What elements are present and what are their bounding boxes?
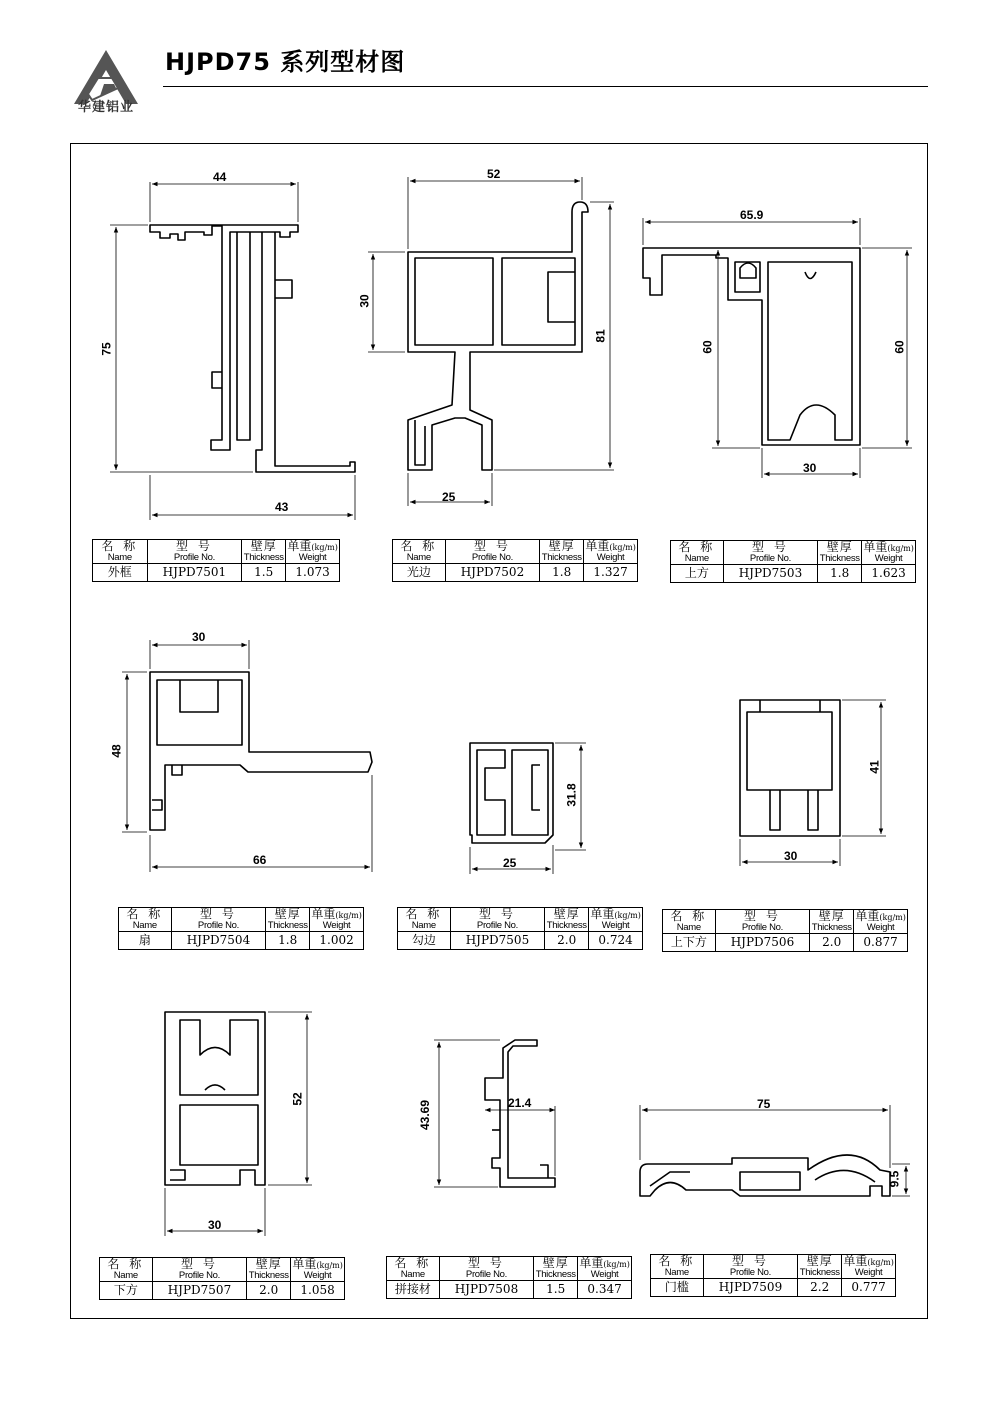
header-thickness: 壁厚 Thickness: [811, 909, 852, 933]
header-name: 名 称 Name: [100, 1258, 153, 1282]
cell-thickness: 1.8: [540, 563, 584, 581]
spec-table: [392, 539, 638, 582]
header-thickness: 壁厚 Thickness: [546, 907, 587, 931]
header-weight: 单重(kg/m) Weight: [590, 907, 641, 931]
cell-weight: 0.724: [589, 931, 643, 949]
header-weight: 单重(kg/m) Weight: [843, 1254, 894, 1278]
profile-hjpd7509-drawing: [640, 1155, 890, 1196]
header-profile: 型 号 Profile No.: [147, 540, 242, 564]
cell-weight: 1.623: [862, 564, 916, 582]
cell-thickness: 2.0: [545, 931, 589, 949]
spec-table: [99, 1257, 345, 1300]
cell-thickness: 1.5: [242, 563, 286, 581]
header-weight: 单重(kg/m) Weight: [855, 909, 906, 933]
header-profile: 型 号 Profile No.: [152, 1258, 247, 1282]
dim-label: 30: [784, 849, 798, 863]
header-weight: 单重(kg/m) Weight: [292, 1257, 343, 1281]
profile-hjpd7501-drawing: [150, 225, 355, 472]
dim-label: 60: [892, 340, 907, 354]
cell-name: 上方: [671, 564, 724, 582]
header-thickness: 壁厚 Thickness: [535, 1256, 576, 1280]
cell-weight: 0.877: [854, 933, 908, 951]
dim-label: 48: [109, 744, 124, 758]
header-weight: 单重(kg/m) Weight: [579, 1256, 630, 1280]
profile-hjpd7504-drawing: [150, 672, 372, 830]
dim-label: 75: [99, 342, 114, 356]
cell-name: 光边: [393, 563, 446, 581]
dim-label: 21.4: [508, 1096, 532, 1110]
header-name: 名 称 Name: [671, 541, 724, 565]
cell-thickness: 1.8: [266, 931, 310, 949]
dim-label: 65.9: [740, 208, 764, 222]
dim-label: 44: [213, 170, 227, 184]
cell-name: 外框: [93, 563, 148, 581]
cell-thickness: 2.0: [247, 1281, 291, 1299]
spec-table: [118, 907, 364, 950]
cell-profile: HJPD7504: [171, 931, 266, 949]
dim-label: 52: [290, 1092, 305, 1106]
dim-label: 25: [442, 490, 456, 504]
header-profile: 型 号 Profile No.: [715, 910, 810, 934]
cell-profile: HJPD7506: [715, 933, 810, 951]
cell-weight: 0.777: [842, 1278, 896, 1296]
cell-thickness: 2.2: [798, 1278, 842, 1296]
cell-thickness: 1.8: [818, 564, 862, 582]
dim-label: 41: [867, 760, 882, 774]
cell-weight: 0.347: [578, 1280, 632, 1298]
header-profile: 型 号 Profile No.: [723, 541, 818, 565]
header-thickness: 壁厚 Thickness: [819, 540, 860, 564]
dim-label: 81: [593, 329, 608, 343]
dim-label: 30: [357, 294, 372, 308]
spec-table: [670, 540, 916, 583]
spec-table: [650, 1254, 896, 1297]
dim-label: 60: [700, 340, 715, 354]
dim-label: 30: [208, 1218, 222, 1232]
cell-profile: HJPD7505: [450, 931, 545, 949]
dim-label: 25: [503, 856, 517, 870]
page-title: HJPD75 系列型材图: [165, 48, 406, 76]
cell-profile: HJPD7503: [723, 564, 818, 582]
header-name: 名 称 Name: [398, 908, 451, 932]
dim-label: 75: [757, 1097, 771, 1111]
header-profile: 型 号 Profile No.: [450, 908, 545, 932]
cell-profile: HJPD7501: [147, 563, 242, 581]
profile-hjpd7505-drawing: [470, 743, 553, 843]
header-name: 名 称 Name: [93, 540, 148, 564]
spec-table: [662, 909, 908, 952]
header-thickness: 壁厚 Thickness: [248, 1257, 289, 1281]
header-name: 名 称 Name: [387, 1257, 440, 1281]
cell-name: 门槛: [651, 1278, 704, 1296]
cell-thickness: 2.0: [810, 933, 854, 951]
header-name: 名 称 Name: [119, 908, 172, 932]
cell-weight: 1.058: [291, 1281, 345, 1299]
header-weight: 单重(kg/m) Weight: [287, 539, 338, 563]
header-profile: 型 号 Profile No.: [703, 1255, 798, 1279]
cell-weight: 1.327: [584, 563, 638, 581]
profile-hjpd7507-drawing: [165, 1012, 265, 1185]
profile-hjpd7503-drawing: [643, 248, 860, 445]
spec-table: [386, 1256, 632, 1299]
company-logo-text: 华建铝业: [77, 100, 134, 115]
header-weight: 单重(kg/m) Weight: [311, 907, 362, 931]
dim-label: 30: [803, 461, 817, 475]
header-thickness: 壁厚 Thickness: [243, 539, 284, 563]
cell-profile: HJPD7508: [439, 1280, 534, 1298]
header-profile: 型 号 Profile No.: [445, 540, 540, 564]
cell-name: 拼接材: [387, 1280, 440, 1298]
header-thickness: 壁厚 Thickness: [541, 539, 582, 563]
profile-hjpd7506-drawing: [740, 700, 840, 836]
dim-label: 31.8: [564, 783, 579, 807]
header-profile: 型 号 Profile No.: [171, 908, 266, 932]
header-thickness: 壁厚 Thickness: [267, 907, 308, 931]
cell-weight: 1.073: [286, 563, 340, 581]
header-thickness: 壁厚 Thickness: [799, 1254, 840, 1278]
dim-label: 43: [275, 500, 289, 514]
header-name: 名 称 Name: [663, 910, 716, 934]
cell-thickness: 1.5: [534, 1280, 578, 1298]
cell-name: 上下方: [663, 933, 716, 951]
dim-label: 30: [192, 630, 206, 644]
dim-label: 52: [487, 167, 501, 181]
profile-hjpd7508-drawing: [485, 1040, 555, 1187]
dim-label: 66: [253, 853, 267, 867]
cell-name: 扇: [119, 931, 172, 949]
header-weight: 单重(kg/m) Weight: [585, 539, 636, 563]
header-weight: 单重(kg/m) Weight: [863, 540, 914, 564]
cell-profile: HJPD7507: [152, 1281, 247, 1299]
cell-weight: 1.002: [310, 931, 364, 949]
cell-name: 勾边: [398, 931, 451, 949]
cell-profile: HJPD7509: [703, 1278, 798, 1296]
cell-profile: HJPD7502: [445, 563, 540, 581]
dim-label: 9.5: [887, 1170, 902, 1188]
spec-table: [397, 907, 643, 950]
header-name: 名 称 Name: [393, 540, 446, 564]
header-profile: 型 号 Profile No.: [439, 1257, 534, 1281]
cell-name: 下方: [100, 1281, 153, 1299]
header-name: 名 称 Name: [651, 1255, 704, 1279]
spec-table: [92, 539, 340, 582]
dim-label: 43.69: [418, 1099, 433, 1131]
profile-hjpd7502-drawing: [408, 202, 588, 470]
